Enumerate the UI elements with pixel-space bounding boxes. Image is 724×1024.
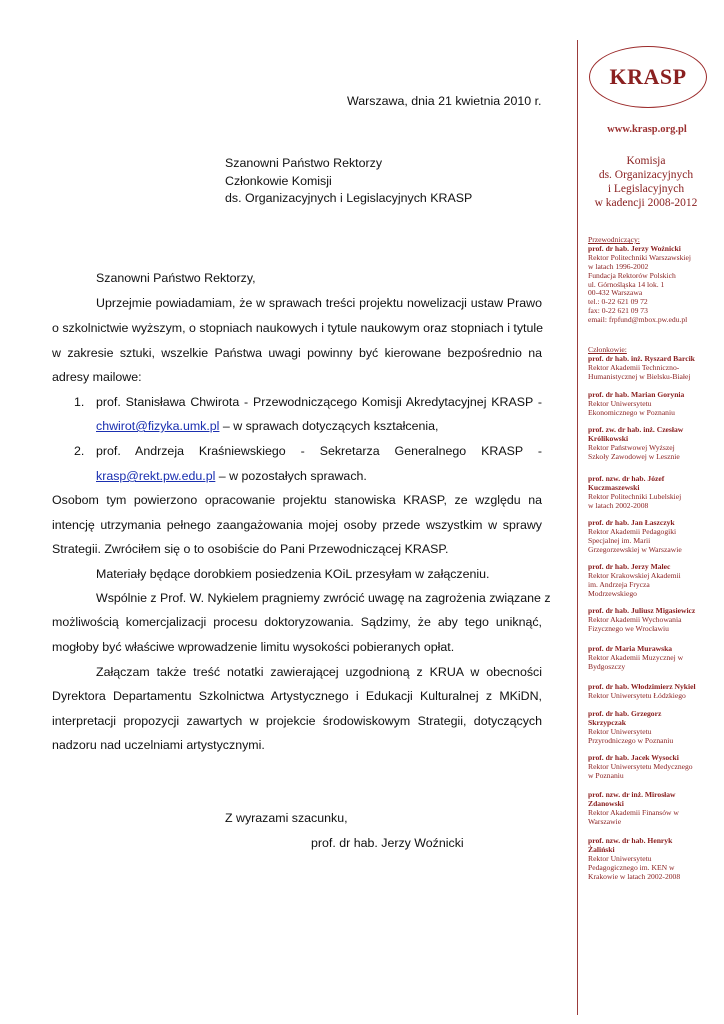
chair-info-7: fax: 0-22 621 09 73 bbox=[588, 306, 648, 316]
place-date: Warszawa, dnia 21 kwietnia 2010 r. bbox=[347, 94, 542, 108]
commission-line-3: i Legislacyjnych bbox=[607, 183, 685, 195]
member-2 bbox=[588, 391, 713, 418]
list-item-2-rest: – w pozostałych sprawach. bbox=[215, 469, 367, 483]
member-11-info-1: Rektor Uniwersytetu Medycznego bbox=[588, 761, 693, 771]
chair-info-5: 00-432 Warszawa bbox=[588, 288, 643, 298]
member-13-name-1: prof. nzw. dr hab. Henryk bbox=[588, 836, 673, 845]
commission-line-1: Komisja bbox=[626, 155, 666, 167]
member-8-name: prof. dr Maria Murawska bbox=[588, 644, 673, 653]
list-item-1-line-2 bbox=[96, 418, 438, 434]
member-12 bbox=[588, 791, 713, 827]
member-5-name: prof. dr hab. Jan Łaszczyk bbox=[588, 518, 675, 527]
recipient-line-1: Szanowni Państwo Rektorzy bbox=[225, 156, 383, 170]
chair-heading: Przewodniczący: bbox=[588, 235, 640, 244]
list-number-1: 1. bbox=[74, 395, 85, 409]
paragraph-4-line-3: mogłoby być właściwe wprowadzenie limitu wysokości pobieranych opłat. bbox=[52, 640, 455, 654]
list-item-2-line-1: prof. Andrzeja Kraśniewskiego - Sekretarza Generalnego KRASP - bbox=[96, 444, 542, 458]
member-4-name-2: Kuczmaszewski bbox=[588, 482, 640, 492]
member-6-info-2: im. Andrzeja Frycza bbox=[588, 579, 650, 589]
closing: Z wyrazami szacunku, bbox=[225, 811, 348, 825]
member-5-info-3: Grzegorzewskiej w Warszawie bbox=[588, 544, 682, 554]
member-13 bbox=[588, 837, 713, 882]
member-9-name: prof. dr hab. Włodzimierz Nykiel bbox=[588, 682, 696, 691]
paragraph-1-line-4: adresy mailowe: bbox=[52, 370, 142, 384]
list-item-1-line-1: prof. Stanisława Chwirota - Przewodniczącego Komisji Akredytacyjnej KRASP - bbox=[96, 395, 542, 409]
member-10 bbox=[588, 710, 713, 746]
member-6-info-1: Rektor Krakowskiej Akademii bbox=[588, 570, 681, 580]
member-12-info-2: Warszawie bbox=[588, 816, 622, 826]
list-item-2-line-2 bbox=[96, 468, 367, 484]
member-5-info-1: Rektor Akademii Pedagogiki bbox=[588, 526, 677, 536]
email-link-krasp[interactable]: krasp@rekt.pw.edu.pl bbox=[96, 469, 216, 483]
paragraph-5-line-2: Dyrektora Departamentu Szkolnictwa Artystycznego i Edukacji Kulturalnej z MKiDN, bbox=[52, 689, 542, 703]
paragraph-4-line-1: Wspólnie z Prof. W. Nykielem pragniemy zwrócić uwagę na zagrożenia związane z bbox=[96, 591, 551, 605]
member-1 bbox=[588, 355, 713, 382]
members-heading: Członkowie: bbox=[588, 345, 627, 354]
paragraph-5-line-3: interpretacji propozycji zawartych w projekcie środowiskowym Strategii, dotyczących bbox=[52, 714, 542, 728]
commission-line-4: w kadencji 2008-2012 bbox=[594, 197, 698, 209]
paragraph-2-line-1: Osobom tym powierzono opracowanie projektu stanowiska KRASP, ze względu na bbox=[52, 493, 542, 507]
member-11-info-2: w Poznaniu bbox=[588, 770, 624, 780]
member-12-info-1: Rektor Akademii Finansów w bbox=[588, 807, 679, 817]
recipient-line-3: ds. Organizacyjnych i Legislacyjnych KRASP bbox=[225, 191, 473, 205]
member-9 bbox=[588, 683, 713, 701]
paragraph-4-line-2: możliwością komercjalizacji procesu doktoryzowania. Sądzimy, że aby tego uniknąć, bbox=[52, 615, 542, 629]
website-link[interactable]: www.krasp.org.pl bbox=[607, 124, 687, 135]
member-8-info-1: Rektor Akademii Muzycznej w bbox=[588, 652, 684, 662]
member-3 bbox=[588, 426, 713, 462]
member-12-name-1: prof. nzw. dr inż. Mirosław bbox=[588, 790, 676, 799]
chair-info-4: ul. Górnośląska 14 lok. 1 bbox=[588, 279, 665, 289]
member-6-info-3: Modrzewskiego bbox=[588, 588, 637, 598]
paragraph-5-line-4: nadzoru nad uczelniami artystycznymi. bbox=[52, 738, 265, 752]
member-13-info-1: Rektor Uniwersytetu bbox=[588, 853, 652, 863]
paragraph-1-line-3: w zakresie sztuki, wszelkie Państwa uwagi powinny być kierowane bezpośrednio na bbox=[52, 346, 542, 360]
member-4-name-1: prof. nzw. dr hab. Józef bbox=[588, 474, 665, 483]
member-4-info-2: w latach 2002-2008 bbox=[588, 500, 649, 510]
member-10-name-1: prof. dr hab. Grzegorz bbox=[588, 709, 662, 718]
member-7-name: prof. dr hab. Juliusz Migasiewicz bbox=[588, 606, 696, 615]
paragraph-3: Materiały będące dorobkiem posiedzenia KOiL przesyłam w załączeniu. bbox=[96, 567, 490, 581]
member-8-info-2: Bydgoszczy bbox=[588, 661, 626, 671]
sidebar-divider bbox=[577, 40, 578, 1015]
list-item-1-rest: – w sprawach dotyczących kształcenia, bbox=[219, 419, 439, 433]
member-1-info-1: Rektor Akademii Techniczno- bbox=[588, 362, 680, 372]
member-7-info-1: Rektor Akademii Wychowania bbox=[588, 614, 682, 624]
recipient-line-2: Członkowie Komisji bbox=[225, 174, 332, 188]
member-11-name: prof. dr hab. Jacek Wysocki bbox=[588, 753, 679, 762]
member-7-info-2: Fizycznego we Wrocławiu bbox=[588, 623, 669, 633]
chair-info-6: tel.: 0-22 621 09 72 bbox=[588, 297, 648, 307]
member-2-info-1: Rektor Uniwersytetu bbox=[588, 398, 652, 408]
paragraph-1-line-2: o szkolnictwie wyższym, o stopniach naukowych i tytule naukowym oraz stopniach i tytule bbox=[52, 321, 544, 335]
logo-text: KRASP bbox=[609, 64, 687, 89]
chair-info-3: Fundacja Rektorów Polskich bbox=[588, 270, 676, 280]
chair-email[interactable]: email: frpfund@mbox.pw.edu.pl bbox=[588, 315, 688, 325]
member-4-info-1: Rektor Politechniki Lubelskiej bbox=[588, 491, 682, 501]
member-1-name: prof. dr hab. inż. Ryszard Barcik bbox=[588, 354, 695, 363]
member-3-info-2: Szkoły Zawodowej w Lesznie bbox=[588, 451, 680, 461]
salutation: Szanowni Państwo Rektorzy, bbox=[96, 271, 256, 285]
member-3-name-2: Królikowski bbox=[588, 433, 629, 443]
paragraph-5-line-1: Załączam także treść notatki zawierającej uzgodnioną z KRUA w obecności bbox=[96, 665, 542, 679]
member-4 bbox=[588, 475, 713, 511]
chair-info-2: w latach 1996-2002 bbox=[588, 261, 649, 271]
member-9-info-1: Rektor Uniwersytetu Łódzkiego bbox=[588, 690, 686, 700]
member-10-info-2: Przyrodniczego w Poznaniu bbox=[588, 735, 674, 745]
member-2-info-2: Ekonomicznego w Poznaniu bbox=[588, 407, 675, 417]
member-5-info-2: Specjalnej im. Marii bbox=[588, 535, 651, 545]
krasp-logo bbox=[589, 46, 707, 108]
commission-line-2: ds. Organizacyjnych bbox=[598, 169, 694, 181]
paragraph-1-line-1: Uprzejmie powiadamiam, że w sprawach treści projektu nowelizacji ustaw Prawo bbox=[96, 296, 542, 310]
member-13-name-2: Żaliński bbox=[588, 844, 615, 854]
paragraph-2-line-2: intencję utrzymania pełnego zaangażowania mojej osoby przede wszystkim w sprawy bbox=[52, 518, 542, 532]
member-7 bbox=[588, 607, 713, 634]
email-link-chwirot[interactable]: chwirot@fizyka.umk.pl bbox=[96, 419, 220, 433]
member-6 bbox=[588, 563, 713, 599]
chair-info-1: Rektor Politechniki Warszawskiej bbox=[588, 252, 692, 262]
member-10-info-1: Rektor Uniwersytetu bbox=[588, 726, 652, 736]
member-6-name: prof. dr hab. Jerzy Malec bbox=[588, 562, 671, 571]
member-12-name-2: Zdanowski bbox=[588, 798, 624, 808]
commission-title bbox=[588, 154, 704, 210]
list-number-2: 2. bbox=[74, 444, 85, 458]
member-13-info-3: Krakowie w latach 2002-2008 bbox=[588, 871, 681, 881]
member-10-name-2: Skrzypczak bbox=[588, 717, 626, 727]
member-3-info-1: Rektor Państwowej Wyższej bbox=[588, 442, 675, 452]
signature: prof. dr hab. Jerzy Woźnicki bbox=[311, 836, 464, 850]
member-5 bbox=[588, 519, 713, 555]
paragraph-2-line-3: Strategii. Zwróciłem się o to osobiście do Pani Przewodniczącej KRASP. bbox=[52, 542, 449, 556]
chair-name: prof. dr hab. Jerzy Woźnicki bbox=[588, 243, 681, 253]
member-8 bbox=[588, 645, 713, 672]
member-3-name-1: prof. zw. dr hab. inż. Czesław bbox=[588, 425, 684, 434]
member-2-name: prof. dr hab. Marian Gorynia bbox=[588, 390, 685, 399]
chair-block bbox=[588, 236, 713, 325]
member-1-info-2: Humanistycznej w Bielsku-Białej bbox=[588, 371, 691, 381]
member-13-info-2: Pedagogicznego im. KEN w bbox=[588, 862, 675, 872]
member-11 bbox=[588, 754, 713, 781]
